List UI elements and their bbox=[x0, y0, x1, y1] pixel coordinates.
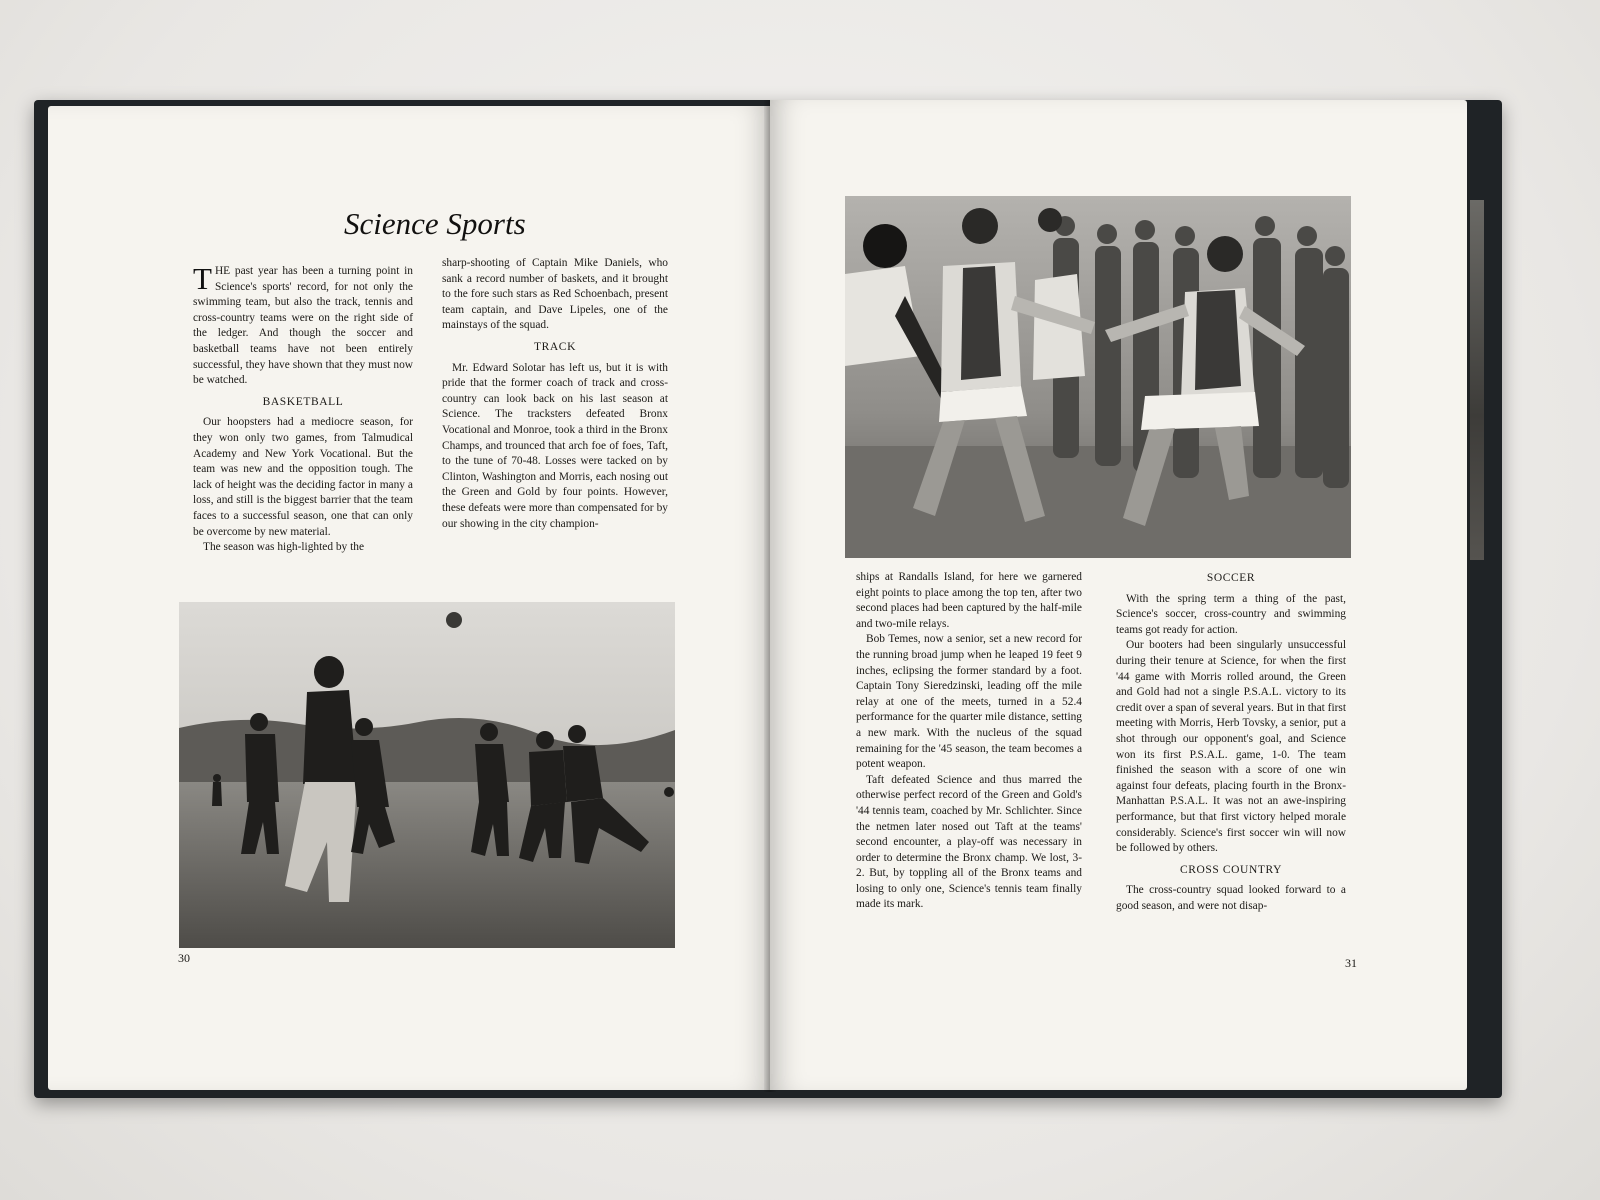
page-number-right: 31 bbox=[1345, 956, 1357, 970]
basketball-continued-paragraph: sharp-shooting of Captain Mike Daniels, who sank a record number of baskets, and it brought to the fore such stars as Red Schoenbach, present team captain, and Dave Lipeles, one of the mainstays of the squad. bbox=[442, 257, 668, 332]
left-page bbox=[48, 106, 770, 1090]
page-edge-strip bbox=[1470, 200, 1484, 560]
right-column-2 bbox=[1116, 565, 1346, 914]
track-paragraph: Mr. Edward Solotar has left us, but it is with pride that the former coach of track and cross-country can look back on his last season at Science. The tracksters defeated Bronx Vocational and Monroe, took a third in the Bronx Champs, and trounced that arch foe of foes, Taft, to the tune of 70-48. Losses were tacked on by Clinton, Washington and Morris, each nosing out the Green and Gold by four points. However, these defeats were more than compensated for by our showing in the city champion- bbox=[442, 361, 668, 530]
relay-race-photo bbox=[845, 196, 1351, 558]
drop-cap: T bbox=[193, 261, 212, 296]
broad-jump-paragraph: Bob Temes, now a senior, set a new record for the running broad jump when he leaped 19 feet 9 inches, eclipsing the former standard by a foot. Captain Tony Sieredzinski, leading off the mile relay at one of the meets, turned in a 52.4 performance for the quarter mile distance, setting a new mark. With the nucleus of the squad remaining for the '45 season, the team becomes a potent weapon. bbox=[856, 633, 1082, 771]
soccer-heading: SOCCER bbox=[1206, 572, 1256, 584]
soccer-paragraph-2: Our booters had been singularly unsuccessful during their tenure at Science, for when the first '44 game with Morris rolled around, the Green and Gold had not a single P.S.A.L. victory to its credit over a span of several years. But in that first meeting with Morris, Herb Tovsky, a senior, put a shot through our opponent's goal, and Science won its first P.S.A.L. game, 1-0. The team finished the season with a score of one win against four defeats, placing fourth in the Bronx-Manhattan P.S.A.L. It was not an awe-inspiring performance, but that first victory helped morale considerably. Science's first soccer win will now be followed by others. bbox=[1116, 639, 1346, 855]
page-title: Science Sports bbox=[344, 206, 526, 241]
relay-race-photo-image bbox=[845, 196, 1351, 558]
soccer-photo bbox=[179, 602, 675, 948]
basketball-heading: BASKETBALL bbox=[262, 395, 344, 408]
track-continued-paragraph: ships at Randalls Island, for here we garnered eight points to place among the top ten, after two second places had been captured by the half-mile and two-mile relays. bbox=[856, 571, 1082, 630]
tennis-paragraph: Taft defeated Science and thus marred the otherwise perfect record of the Green and Gold's '44 tennis team, coached by Mr. Schlichter. Since the netmen later nosed out Taft at the teams' second encounter, a play-off was necessary in order to determine the Bronx champ. We lost, 3-2. But, by toppling all of the Bronx teams and losing to only one, Science's tennis team finally made its mark. bbox=[856, 773, 1082, 911]
left-column-2 bbox=[442, 256, 668, 532]
basketball-paragraph: Our hoopsters had a mediocre season, for they won only two games, from Talmudical Academy and New York Vocational. But the team was new and the opposition tough. The lack of height was the deciding factor in many a loss, and still is the biggest barrier that the team faces to a successful season, one that can only be overcome by new material. bbox=[193, 416, 413, 538]
intro-paragraph bbox=[193, 261, 413, 389]
page-number-left: 30 bbox=[178, 951, 190, 965]
cross-country-heading: CROSS COUNTRY bbox=[1179, 863, 1283, 876]
soccer-photo-image bbox=[179, 602, 675, 948]
track-heading: TRACK bbox=[534, 340, 576, 353]
intro-text: HE past year has been a turning point in Science's sports' record, for not only the swimming team, but also the track, tennis and cross-country teams were on the right side of the ledger. And though the soccer and basketball teams have not been entirely successful, they have shown that they must now be watched. bbox=[193, 265, 413, 387]
soccer-paragraph: With the spring term a thing of the past, Science's soccer, cross-country and swimming teams got ready for action. bbox=[1116, 592, 1346, 636]
cross-country-paragraph: The cross-country squad looked forward to a good season, and were not disap- bbox=[1116, 884, 1346, 912]
basketball-paragraph-2: The season was high-lighted by the bbox=[203, 541, 365, 554]
right-column-1 bbox=[856, 570, 1082, 913]
left-column-1 bbox=[193, 261, 413, 556]
right-page bbox=[770, 100, 1467, 1090]
